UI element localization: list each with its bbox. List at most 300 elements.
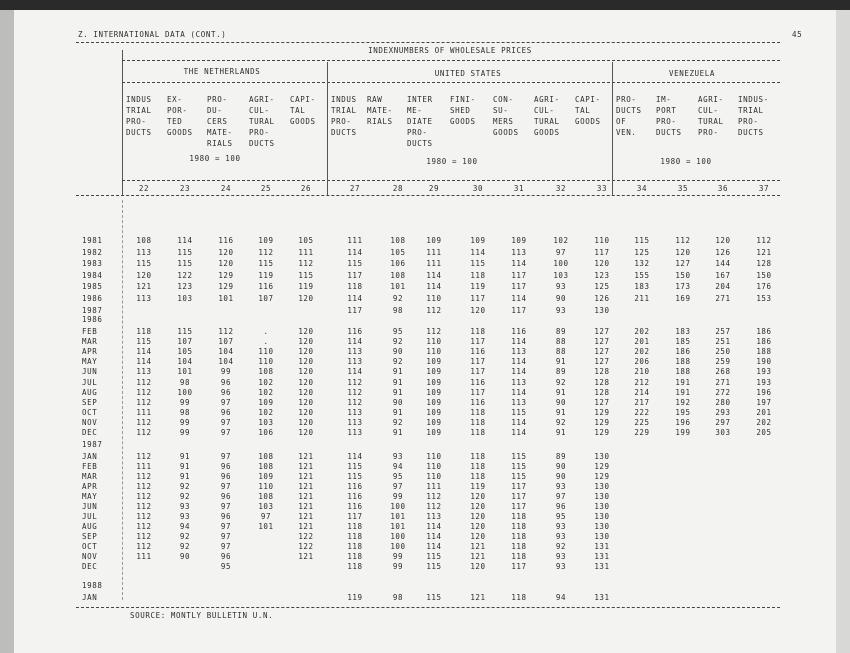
table-cell: 129 <box>594 428 610 437</box>
table-cell: 167 <box>715 270 731 280</box>
table-cell: 105 <box>298 236 314 245</box>
table-cell: 120 <box>470 562 486 571</box>
table-cell: 155 <box>634 270 650 280</box>
table-cell: 188 <box>675 367 691 377</box>
table-cell: 120 <box>470 512 486 521</box>
column-header-label: ME- <box>407 106 423 115</box>
table-cell: 109 <box>511 236 527 245</box>
table-cell: 98 <box>179 407 191 417</box>
table-cell: 118 <box>347 282 363 292</box>
table-cell: 130 <box>594 512 610 521</box>
table-cell: 101 <box>218 294 234 303</box>
table-cell: 92 <box>179 542 191 551</box>
table-cell: 114 <box>136 347 152 357</box>
column-header-label: INDUS <box>126 95 152 104</box>
table-cell: 119 <box>470 482 486 491</box>
table-cell: 183 <box>634 282 650 292</box>
table-cell: 89 <box>555 452 567 461</box>
table-cell: 120 <box>298 428 314 437</box>
table-cell: 90 <box>555 294 567 303</box>
rule <box>76 42 780 43</box>
group-venezuela: VENEZUELA <box>668 69 716 78</box>
table-cell: 99 <box>179 417 191 427</box>
column-header-label: INDUS <box>331 95 357 104</box>
column-header-label: TRIAL <box>738 106 764 115</box>
table-cell: 97 <box>555 492 567 501</box>
column-header-label: AGRI- <box>534 95 560 104</box>
table-cell: 111 <box>298 247 314 257</box>
table-cell: 97 <box>220 542 232 551</box>
row-label: APR <box>82 347 98 357</box>
table-title: INDEXNUMBERS OF WHOLESALE PRICES <box>368 46 532 55</box>
table-cell: 118 <box>470 428 486 437</box>
table-cell: 186 <box>675 347 691 357</box>
table-cell: 116 <box>347 327 363 336</box>
table-cell: 130 <box>594 522 610 531</box>
table-cell: 118 <box>511 542 527 551</box>
table-cell: 89 <box>555 367 567 377</box>
table-cell: 107 <box>258 294 274 303</box>
table-cell: 102 <box>258 377 274 387</box>
table-cell: 114 <box>177 236 193 245</box>
table-cell: 93 <box>555 282 567 292</box>
table-cell: 116 <box>511 327 527 336</box>
table-cell: 98 <box>179 377 191 387</box>
table-cell: 121 <box>298 472 314 481</box>
table-cell: 115 <box>258 259 274 269</box>
table-cell: 91 <box>392 407 404 417</box>
table-cell: 120 <box>298 294 314 303</box>
table-cell: 115 <box>347 462 363 471</box>
table-cell: 118 <box>470 407 486 417</box>
table-cell: 202 <box>634 327 650 336</box>
table-cell: 93 <box>555 532 567 541</box>
table-cell: 96 <box>220 407 232 417</box>
table-cell: 91 <box>179 472 191 481</box>
table-cell: 120 <box>218 247 234 257</box>
table-cell: 117 <box>347 305 363 315</box>
table-cell: 100 <box>390 502 406 511</box>
table-cell: 115 <box>470 259 486 269</box>
row-label: FEB <box>82 327 98 336</box>
table-cell: 201 <box>634 337 650 347</box>
table-cell: 101 <box>390 512 406 521</box>
table-cell: 131 <box>594 562 610 571</box>
row-label: SEP <box>82 397 98 407</box>
table-cell: 126 <box>594 294 610 303</box>
table-cell: 114 <box>347 452 363 461</box>
table-cell: 117 <box>511 305 527 315</box>
table-cell: 91 <box>392 387 404 397</box>
table-cell: 108 <box>390 236 406 245</box>
column-header-label: MERS <box>493 117 514 126</box>
table-cell: 94 <box>555 593 567 602</box>
table-cell: 121 <box>298 482 314 491</box>
table-cell: 120 <box>298 377 314 387</box>
table-cell: 97 <box>220 482 232 491</box>
table-cell: 272 <box>715 387 731 397</box>
table-cell: 110 <box>426 347 442 357</box>
table-cell: 113 <box>426 512 442 521</box>
table-cell: 102 <box>258 387 274 397</box>
table-cell: 119 <box>470 282 486 292</box>
table-cell: 104 <box>218 357 234 367</box>
table-cell: 93 <box>555 562 567 571</box>
table-cell: 268 <box>715 367 731 377</box>
table-cell: 103 <box>553 270 569 280</box>
base-netherlands: 1980 = 100 <box>189 154 241 163</box>
table-cell: 108 <box>258 367 274 377</box>
base-united-states: 1980 = 100 <box>426 157 478 166</box>
table-cell: 105 <box>177 347 193 357</box>
column-number: 29 <box>428 184 440 193</box>
table-cell: 101 <box>177 367 193 377</box>
table-cell: 201 <box>756 407 772 417</box>
table-cell: 91 <box>392 428 404 437</box>
table-cell: 92 <box>392 357 404 367</box>
table-cell: 115 <box>177 259 193 269</box>
column-header-label: DUCTS <box>656 128 682 137</box>
table-cell: 93 <box>179 512 191 521</box>
table-cell: 196 <box>675 417 691 427</box>
table-cell: 129 <box>594 462 610 471</box>
table-cell: 202 <box>756 417 772 427</box>
table-cell: 116 <box>347 502 363 511</box>
table-cell: 104 <box>177 357 193 367</box>
row-label: JUN <box>82 367 98 377</box>
table-cell: 112 <box>347 377 363 387</box>
column-divider <box>122 50 123 195</box>
row-label: 1982 <box>82 247 103 257</box>
table-cell: 93 <box>555 305 567 315</box>
column-number: 28 <box>392 184 404 193</box>
table-cell: 214 <box>634 387 650 397</box>
table-cell: 98 <box>392 305 404 315</box>
column-header-label: SHED <box>450 106 471 115</box>
table-cell: 106 <box>390 259 406 269</box>
table-cell: 112 <box>136 417 152 427</box>
table-cell: 123 <box>594 270 610 280</box>
table-cell: 118 <box>470 327 486 336</box>
table-cell: 110 <box>426 452 442 461</box>
column-header-label: RAW <box>367 95 383 104</box>
table-cell: 109 <box>426 428 442 437</box>
column-header-label: OF <box>616 117 627 126</box>
table-cell: 183 <box>675 327 691 336</box>
row-label: DEC <box>82 428 98 437</box>
column-divider <box>612 62 613 195</box>
table-cell: 206 <box>634 357 650 367</box>
table-cell: 114 <box>426 542 442 551</box>
table-cell: 96 <box>220 512 232 521</box>
table-cell: 90 <box>555 397 567 407</box>
table-cell: 97 <box>220 522 232 531</box>
table-cell: 96 <box>555 502 567 511</box>
column-header-label: DUCTS <box>738 128 764 137</box>
table-cell: 121 <box>298 552 314 561</box>
column-header-label: POR- <box>167 106 188 115</box>
table-cell: 125 <box>634 247 650 257</box>
table-cell: 115 <box>347 259 363 269</box>
table-cell: 122 <box>298 542 314 551</box>
table-cell: 109 <box>426 236 442 245</box>
column-number: 33 <box>596 184 608 193</box>
table-cell: 130 <box>594 502 610 511</box>
table-cell: 96 <box>220 472 232 481</box>
column-number: 27 <box>349 184 361 193</box>
table-cell: 115 <box>634 236 650 245</box>
table-cell: 123 <box>177 282 193 292</box>
table-cell: 127 <box>594 347 610 357</box>
table-cell: 114 <box>511 357 527 367</box>
table-cell: 114 <box>347 337 363 347</box>
table-cell: 120 <box>298 327 314 336</box>
row-label: APR <box>82 482 98 491</box>
table-cell: 113 <box>347 407 363 417</box>
table-cell: 122 <box>177 270 193 280</box>
table-cell: 88 <box>555 337 567 347</box>
column-header-label: TED <box>167 117 183 126</box>
table-cell: 130 <box>594 452 610 461</box>
table-cell: 195 <box>675 407 691 417</box>
column-number: 32 <box>555 184 567 193</box>
row-label: NOV <box>82 417 98 427</box>
table-cell: 114 <box>426 532 442 541</box>
table-cell: 112 <box>258 247 274 257</box>
table-cell: 186 <box>756 327 772 336</box>
table-cell: 108 <box>258 492 274 501</box>
table-cell: 90 <box>392 347 404 357</box>
column-header-label: PORT <box>656 106 677 115</box>
table-cell: 101 <box>390 522 406 531</box>
table-cell: 104 <box>218 347 234 357</box>
table-cell: 109 <box>470 236 486 245</box>
table-cell: 303 <box>715 428 731 437</box>
table-cell: 100 <box>553 259 569 269</box>
column-header-label: VEN. <box>616 128 637 137</box>
table-cell: 128 <box>594 377 610 387</box>
table-cell: 114 <box>426 282 442 292</box>
table-cell: 110 <box>426 462 442 471</box>
table-cell: 115 <box>426 593 442 602</box>
row-label: JUL <box>82 512 98 521</box>
table-cell: 113 <box>136 247 152 257</box>
table-cell: 169 <box>675 294 691 303</box>
column-header-label: GOODS <box>167 128 193 137</box>
column-number: 35 <box>677 184 689 193</box>
table-cell: 118 <box>470 452 486 461</box>
table-cell: 92 <box>555 542 567 551</box>
table-cell: 121 <box>298 522 314 531</box>
row-label: AUG <box>82 522 98 531</box>
table-cell: 97 <box>220 502 232 511</box>
table-cell: 97 <box>220 532 232 541</box>
column-header-label: TURAL <box>698 117 724 126</box>
table-cell: 114 <box>136 357 152 367</box>
table-cell: 112 <box>136 542 152 551</box>
column-header-label: GOODS <box>575 117 601 126</box>
table-cell: 116 <box>347 492 363 501</box>
table-cell: 150 <box>756 270 772 280</box>
table-cell: 99 <box>392 552 404 561</box>
column-header-label: EX- <box>167 95 183 104</box>
table-cell: 113 <box>347 347 363 357</box>
table-cell: 97 <box>220 417 232 427</box>
table-cell: 97 <box>392 482 404 491</box>
column-header-label: AGRI- <box>698 95 724 104</box>
table-cell: 117 <box>511 562 527 571</box>
table-cell: 105 <box>390 247 406 257</box>
table-cell: 96 <box>220 462 232 471</box>
table-cell: 118 <box>470 417 486 427</box>
table-cell: 120 <box>298 387 314 397</box>
table-cell: 107 <box>218 337 234 347</box>
table-cell: 91 <box>555 428 567 437</box>
table-cell: 102 <box>553 236 569 245</box>
column-header-label: GOODS <box>534 128 560 137</box>
row-label: 1987 <box>82 305 103 315</box>
table-cell: 121 <box>470 542 486 551</box>
table-cell: 111 <box>426 482 442 491</box>
table-cell: 115 <box>511 472 527 481</box>
row-label: DEC <box>82 562 98 571</box>
table-cell: 114 <box>426 522 442 531</box>
table-cell: 127 <box>594 357 610 367</box>
table-cell: 108 <box>258 462 274 471</box>
table-cell: 122 <box>298 532 314 541</box>
rule <box>122 82 780 83</box>
table-cell: 90 <box>555 462 567 471</box>
section-year-heading: 1988 <box>82 581 103 590</box>
table-cell: 120 <box>298 357 314 367</box>
table-cell: 191 <box>675 377 691 387</box>
table-cell: 259 <box>715 357 731 367</box>
table-cell: 113 <box>511 377 527 387</box>
table-cell: 118 <box>511 552 527 561</box>
table-cell: 90 <box>179 552 191 561</box>
table-cell: 121 <box>298 452 314 461</box>
scan-left-edge <box>0 10 14 653</box>
table-cell: 118 <box>511 593 527 602</box>
table-cell: 108 <box>136 236 152 245</box>
column-divider <box>327 62 328 195</box>
column-header-label: TRIAL <box>331 106 357 115</box>
table-cell: 229 <box>634 428 650 437</box>
table-cell: 144 <box>715 259 731 269</box>
table-cell: 120 <box>298 347 314 357</box>
row-label: FEB <box>82 462 98 471</box>
table-cell: 120 <box>594 259 610 269</box>
table-cell: 96 <box>220 377 232 387</box>
row-label: JAN <box>82 593 98 602</box>
column-header-label: CON- <box>493 95 514 104</box>
table-cell: 114 <box>470 247 486 257</box>
table-cell: 130 <box>594 492 610 501</box>
table-cell: 120 <box>298 407 314 417</box>
table-cell: 130 <box>594 482 610 491</box>
table-cell: 112 <box>136 377 152 387</box>
table-cell: 116 <box>470 347 486 357</box>
table-cell: 117 <box>470 357 486 367</box>
row-label: MAY <box>82 357 98 367</box>
table-cell: 205 <box>756 428 772 437</box>
table-cell: 93 <box>555 482 567 491</box>
row-label: 1985 <box>82 282 103 292</box>
table-cell: 118 <box>136 327 152 336</box>
section-year-heading: 1987 <box>82 440 103 449</box>
column-header-label: DIATE <box>407 117 433 126</box>
column-header-label: MATE- <box>367 106 393 115</box>
table-cell: 113 <box>511 247 527 257</box>
table-cell: 114 <box>347 247 363 257</box>
column-header-label: CAPI- <box>290 95 316 104</box>
column-number: 22 <box>138 184 150 193</box>
table-cell: 99 <box>392 562 404 571</box>
table-cell: 131 <box>594 552 610 561</box>
table-cell: 196 <box>756 387 772 397</box>
table-cell: 132 <box>634 259 650 269</box>
table-cell: 117 <box>470 337 486 347</box>
table-cell: 115 <box>136 337 152 347</box>
table-cell: 257 <box>715 327 731 336</box>
table-cell: 118 <box>511 532 527 541</box>
table-cell: 116 <box>470 377 486 387</box>
table-cell: 92 <box>392 417 404 427</box>
table-cell: 117 <box>511 482 527 491</box>
table-cell: 118 <box>347 532 363 541</box>
table-cell: 293 <box>715 407 731 417</box>
table-cell: 191 <box>675 387 691 397</box>
table-cell: 222 <box>634 407 650 417</box>
table-cell: 131 <box>594 542 610 551</box>
table-cell: 115 <box>136 259 152 269</box>
table-cell: 120 <box>715 236 731 245</box>
table-cell: 115 <box>426 562 442 571</box>
table-cell: 111 <box>426 259 442 269</box>
table-cell: 114 <box>511 417 527 427</box>
column-header-label: INDUS- <box>738 95 769 104</box>
table-cell: 117 <box>511 282 527 292</box>
table-cell: 113 <box>511 397 527 407</box>
table-cell: 92 <box>179 482 191 491</box>
table-cell: 103 <box>258 417 274 427</box>
group-united-states: UNITED STATES <box>434 69 502 78</box>
table-cell: 103 <box>258 502 274 511</box>
table-cell: 118 <box>470 472 486 481</box>
table-cell: 114 <box>426 270 442 280</box>
table-cell: 120 <box>470 305 486 315</box>
column-number: 26 <box>300 184 312 193</box>
table-cell: 112 <box>426 492 442 501</box>
table-cell: 112 <box>426 327 442 336</box>
table-cell: 106 <box>258 428 274 437</box>
table-cell: 109 <box>258 236 274 245</box>
table-cell: 127 <box>594 337 610 347</box>
table-cell: 121 <box>470 593 486 602</box>
table-cell: 109 <box>426 407 442 417</box>
table-cell: 113 <box>347 417 363 427</box>
column-header-label: TURAL <box>534 117 560 126</box>
table-cell: 91 <box>555 407 567 417</box>
column-header-label: PRO- <box>249 128 270 137</box>
table-cell: 95 <box>555 512 567 521</box>
table-cell: 129 <box>594 407 610 417</box>
section-year-heading: 1986 <box>82 315 103 324</box>
table-cell: 280 <box>715 397 731 407</box>
table-cell: 100 <box>390 542 406 551</box>
column-header-label: DUCTS <box>126 128 152 137</box>
row-label: JAN <box>82 452 98 461</box>
